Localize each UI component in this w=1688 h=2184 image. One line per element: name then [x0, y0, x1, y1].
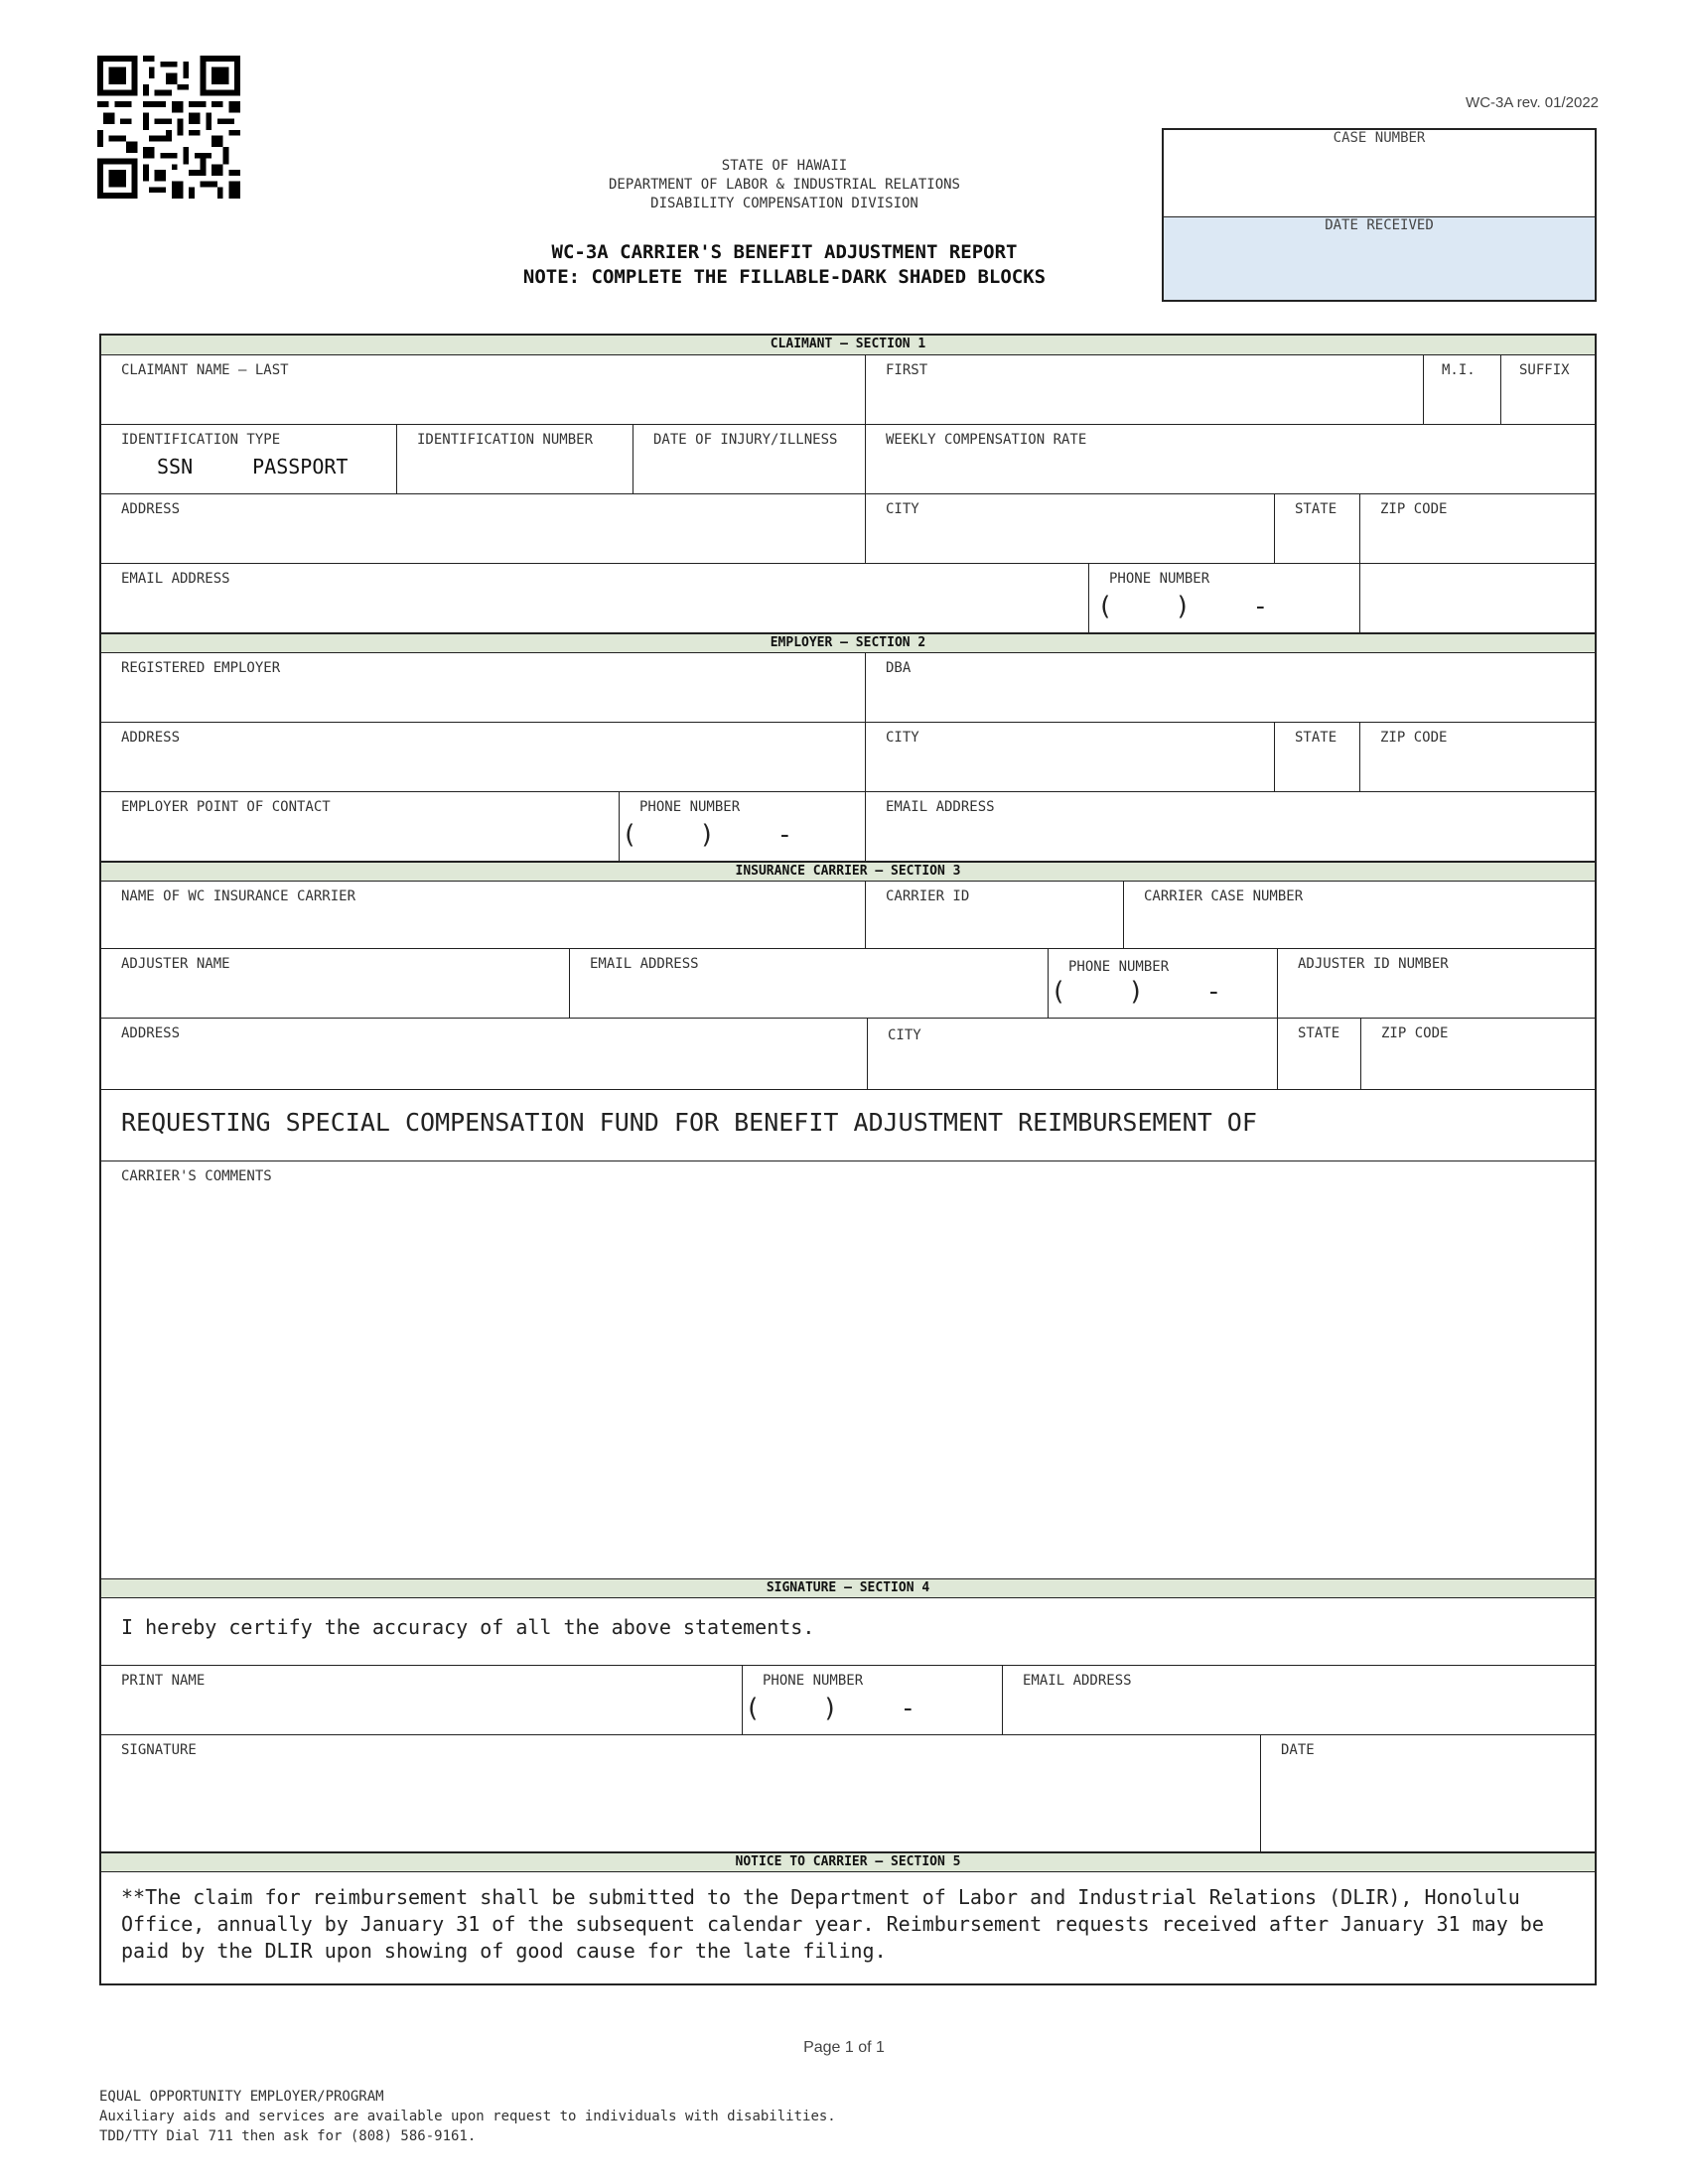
claimant-city-label: CITY — [886, 501, 919, 517]
case-number-label: CASE NUMBER — [1333, 130, 1426, 146]
adjuster-id-label: ADJUSTER ID NUMBER — [1298, 956, 1449, 972]
form-title-block — [427, 240, 1142, 290]
carrier-name-field[interactable] — [101, 882, 866, 949]
claimant-mi-label: M.I. — [1442, 362, 1476, 378]
request-line-row — [101, 1090, 1597, 1161]
agency-line-department: DEPARTMENT OF LABOR & INDUSTRIAL RELATIONS — [608, 177, 960, 193]
adjuster-id-field[interactable] — [1278, 949, 1597, 1019]
signer-email-label: EMAIL ADDRESS — [1023, 1673, 1132, 1689]
employer-email-label: EMAIL ADDRESS — [886, 799, 995, 815]
employer-zip-field[interactable] — [1360, 723, 1597, 792]
date-of-injury-field[interactable] — [633, 425, 866, 494]
carrier-case-number-field[interactable] — [1124, 882, 1597, 949]
employer-phone-label: PHONE NUMBER — [639, 799, 741, 815]
employer-state-label: STATE — [1295, 730, 1337, 746]
carrier-city-label: CITY — [888, 1027, 921, 1043]
date-received-label: DATE RECEIVED — [1325, 217, 1434, 233]
identification-type-options — [157, 455, 407, 478]
carrier-city-field[interactable] — [868, 1019, 1278, 1090]
claimant-state-label: STATE — [1295, 501, 1337, 517]
employer-zip-label: ZIP CODE — [1380, 730, 1448, 746]
signature-field[interactable] — [101, 1735, 1261, 1852]
carrier-zip-label: ZIP CODE — [1381, 1025, 1449, 1041]
request-line-text: REQUESTING SPECIAL COMPENSATION FUND FOR BENEFIT ADJUSTMENT REIMBURSEMENT OF — [121, 1108, 1257, 1137]
claimant-email-field[interactable] — [101, 564, 1089, 633]
print-name-field[interactable] — [101, 1666, 743, 1735]
agency-line-division: DISABILITY COMPENSATION DIVISION — [650, 196, 918, 211]
carrier-address-label: ADDRESS — [121, 1025, 181, 1041]
adjuster-phone-field[interactable] — [1049, 949, 1278, 1019]
signer-phone-field[interactable] — [743, 1666, 1003, 1735]
claimant-phone-label: PHONE NUMBER — [1109, 571, 1210, 587]
adjuster-name-label: ADJUSTER NAME — [121, 956, 230, 972]
claimant-last-name-field[interactable] — [101, 355, 866, 425]
weekly-compensation-rate-field[interactable] — [866, 425, 1597, 494]
claimant-first-name-label: FIRST — [886, 362, 928, 378]
agency-line-state: STATE OF HAWAII — [721, 158, 848, 174]
claimant-last-name-label: CLAIMANT NAME – LAST — [121, 362, 289, 378]
carrier-id-field[interactable] — [866, 882, 1124, 949]
identification-type-field[interactable] — [101, 425, 397, 494]
employer-state-field[interactable] — [1275, 723, 1360, 792]
employer-poc-label: EMPLOYER POINT OF CONTACT — [121, 799, 331, 815]
claimant-suffix-field[interactable] — [1501, 355, 1597, 425]
adjuster-phone-label: PHONE NUMBER — [1068, 959, 1170, 975]
claimant-blank-field — [1360, 564, 1597, 633]
claimant-state-field[interactable] — [1275, 494, 1360, 564]
signer-phone-mask: ( ) - — [745, 1694, 916, 1723]
identification-number-label: IDENTIFICATION NUMBER — [417, 432, 594, 448]
identification-type-label: IDENTIFICATION TYPE — [121, 432, 281, 448]
claimant-address-field[interactable] — [101, 494, 866, 564]
carrier-state-label: STATE — [1298, 1025, 1340, 1041]
adjuster-email-label: EMAIL ADDRESS — [590, 956, 699, 972]
form-title: WC-3A CARRIER'S BENEFIT ADJUSTMENT REPORT — [551, 241, 1018, 263]
claimant-mi-field[interactable] — [1424, 355, 1501, 425]
signature-date-field[interactable] — [1261, 1735, 1597, 1852]
carrier-zip-field[interactable] — [1361, 1019, 1597, 1090]
certify-row — [101, 1598, 1597, 1666]
footer-line-tdd: TDD/TTY Dial 711 then ask for (808) 586-9161. — [99, 2128, 477, 2144]
adjuster-phone-mask: ( ) - — [1051, 977, 1222, 1007]
employer-dba-label: DBA — [886, 660, 912, 676]
section-3-header: INSURANCE CARRIER – SECTION 3 — [101, 862, 1595, 882]
carrier-comments-field[interactable] — [101, 1161, 1597, 1578]
print-name-label: PRINT NAME — [121, 1673, 206, 1689]
claimant-city-field[interactable] — [866, 494, 1275, 564]
certify-statement: I hereby certify the accuracy of all the above statements. — [121, 1615, 815, 1639]
employer-phone-mask: ( ) - — [622, 820, 793, 850]
employer-address-label: ADDRESS — [121, 730, 181, 746]
carrier-comments-label: CARRIER'S COMMENTS — [121, 1168, 272, 1184]
adjuster-name-field[interactable] — [101, 949, 570, 1019]
section-2-header: EMPLOYER – SECTION 2 — [101, 633, 1595, 653]
form-revision: WC-3A rev. 01/2022 — [1466, 94, 1599, 111]
employer-city-field[interactable] — [866, 723, 1275, 792]
claimant-email-label: EMAIL ADDRESS — [121, 571, 230, 587]
employer-address-field[interactable] — [101, 723, 866, 792]
case-number-field[interactable] — [1164, 130, 1595, 217]
date-of-injury-label: DATE OF INJURY/ILLNESS — [653, 432, 838, 448]
carrier-address-field[interactable] — [101, 1019, 868, 1090]
weekly-compensation-rate-label: WEEKLY COMPENSATION RATE — [886, 432, 1087, 448]
registered-employer-field[interactable] — [101, 653, 866, 723]
form-note: NOTE: COMPLETE THE FILLABLE-DARK SHADED BLOCKS — [522, 266, 1047, 288]
signature-label: SIGNATURE — [121, 1742, 197, 1758]
footer-line-eeo: EQUAL OPPORTUNITY EMPLOYER/PROGRAM — [99, 2089, 384, 2105]
claimant-address-label: ADDRESS — [121, 501, 181, 517]
carrier-state-field[interactable] — [1278, 1019, 1361, 1090]
claimant-first-name-field[interactable] — [866, 355, 1424, 425]
claimant-phone-mask: ( ) - — [1097, 592, 1269, 621]
footer-line-aids: Auxiliary aids and services are available upon request to individuals with disabilities. — [99, 2109, 836, 2124]
signer-phone-label: PHONE NUMBER — [763, 1673, 864, 1689]
identification-number-field[interactable] — [397, 425, 633, 494]
section-4-header: SIGNATURE – SECTION 4 — [101, 1578, 1595, 1598]
carrier-name-label: NAME OF WC INSURANCE CARRIER — [121, 888, 356, 904]
page-number: Page 1 of 1 — [803, 2039, 885, 2056]
employer-poc-field[interactable] — [101, 792, 620, 862]
registered-employer-label: REGISTERED EMPLOYER — [121, 660, 281, 676]
employer-phone-field[interactable] — [620, 792, 866, 862]
section-1-header: CLAIMANT – SECTION 1 — [101, 336, 1595, 355]
signature-date-label: DATE — [1281, 1742, 1315, 1758]
section-5-header: NOTICE TO CARRIER – SECTION 5 — [101, 1852, 1595, 1872]
carrier-id-label: CARRIER ID — [886, 888, 970, 904]
claimant-phone-field[interactable] — [1089, 564, 1360, 633]
claimant-suffix-label: SUFFIX — [1519, 362, 1570, 378]
id-option-passport[interactable]: PASSPORT — [252, 455, 349, 478]
adjuster-email-field[interactable] — [570, 949, 1049, 1019]
id-option-ssn[interactable]: SSN — [157, 455, 194, 478]
agency-header — [516, 157, 1053, 213]
notice-text: **The claim for reimbursement shall be submitted to the Department of Labor and Industrial Relations (DLIR), Honolulu Office, annually by January 31 of the subsequent calendar year. Reimbursement requests received after January 31 may be paid by the DLIR upon showing of good cause for the late filing. — [121, 1885, 1544, 1963]
employer-dba-field[interactable] — [866, 653, 1597, 723]
footer — [99, 2087, 836, 2146]
signer-email-field[interactable] — [1003, 1666, 1597, 1735]
date-received-field[interactable] — [1164, 217, 1595, 300]
qr-code-icon — [97, 56, 240, 199]
claimant-zip-label: ZIP CODE — [1380, 501, 1448, 517]
employer-email-field[interactable] — [866, 792, 1597, 862]
carrier-case-number-label: CARRIER CASE NUMBER — [1144, 888, 1304, 904]
office-use-box — [1162, 128, 1597, 302]
form-grid — [99, 334, 1597, 1985]
claimant-zip-field[interactable] — [1360, 494, 1597, 564]
employer-city-label: CITY — [886, 730, 919, 746]
notice-block — [101, 1872, 1597, 1985]
